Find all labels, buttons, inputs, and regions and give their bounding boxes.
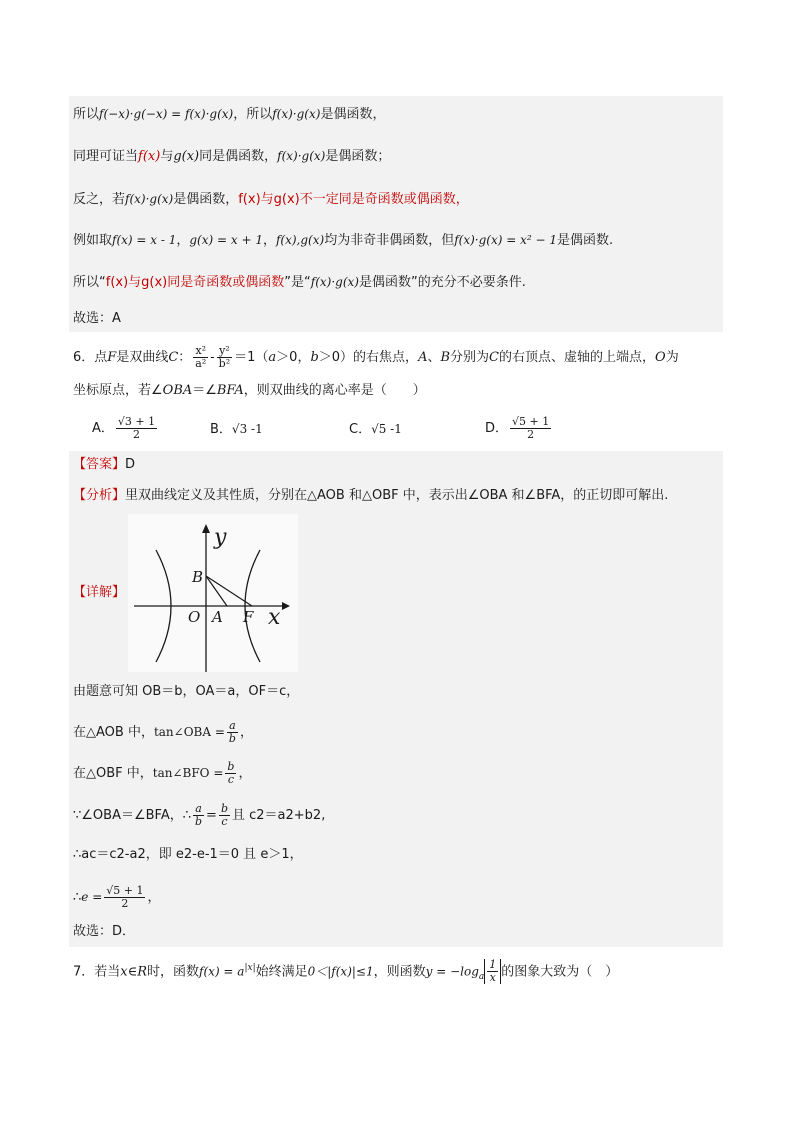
- y-axis-arrow: [202, 524, 210, 533]
- analysis-line: 【分析】里双曲线定义及其性质，分别在△AOB 和△OBF 中，表示出∠OBA 和∠BFA，的正切即可解出.: [73, 488, 669, 503]
- answer-line: 【答案】D: [73, 457, 136, 472]
- option-d[interactable]: D． $\frac{√5 + 1}{2}$: [485, 415, 550, 441]
- label-o: O: [188, 608, 201, 626]
- label-y: y: [214, 525, 227, 550]
- segment-ba: [206, 576, 227, 606]
- solution-line-1: 所以f(−x)·g(−x) = f(x)·g(x)，所以f(x)·g(x)是偶函数，: [73, 107, 386, 122]
- detail-line-5: ∴ac＝c2-a2，即 e2-e-1＝0 且 e＞1，: [73, 847, 303, 862]
- detail-line-3: 在△OBF 中，tan∠BFO = $\frac{b}{c}$ ，: [73, 760, 252, 786]
- detail-line-4: ∵∠OBA＝∠BFA，∴ $\frac{a}{b}$ = $\frac{b}{c}$ 且 c2＝a2+b2,: [73, 802, 326, 828]
- detail-line-6: ∴e = $\frac{√5 + 1}{2}$ ，: [73, 884, 161, 910]
- label-f: F: [243, 608, 254, 626]
- label-x: x: [268, 605, 281, 630]
- hyperbola-figure: [128, 514, 298, 672]
- solution-line-3: 反之，若f(x)·g(x)是偶函数，f(x)与g(x)不一定同是奇函数或偶函数，: [73, 192, 469, 207]
- detail-tag: 【详解】: [73, 585, 126, 600]
- option-b[interactable]: B．√3 -1: [210, 422, 263, 437]
- solution-line-4: 例如取f(x) = x - 1，g(x) = x + 1，f(x),g(x)均为非奇非偶函数，但f(x)·g(x) = x² − 1是偶函数.: [73, 233, 614, 248]
- segment-bf: [206, 576, 252, 606]
- hyperbola-diagram: [128, 514, 298, 672]
- question-6-stem-line2: 坐标原点，若∠OBA＝∠BFA，则双曲线的离心率是（ ）: [73, 383, 426, 398]
- question-7-stem: 7．若当x∈R时，函数$f(x) = a^{|x|}$始终满足0＜|f(x)|≤1，则函数$y = -\log_a$ $\frac{1}{x}$ 的图象大致为（ ）: [73, 958, 619, 985]
- solution-choice: 故选：A: [73, 311, 121, 326]
- label-b: B: [192, 568, 204, 586]
- option-c[interactable]: C．√5 -1: [349, 422, 402, 437]
- solution-line-5: 所以“f(x)与g(x)同是奇函数或偶函数”是“f(x)·g(x)是偶函数”的充分不必要条件.: [73, 275, 526, 290]
- detail-line-2: 在△AOB 中，tan∠OBA = $\frac{a}{b}$ ，: [73, 719, 253, 745]
- solution-line-2: 同理可证当f(x)与g(x)同是偶函数，f(x)·g(x)是偶函数；: [73, 149, 391, 164]
- label-a: A: [212, 608, 223, 626]
- solution-band-1: [69, 96, 723, 332]
- question-6-stem-line1: 6．点F是双曲线C： $\frac{\text{x²}}{\text{a²}}$ - $\frac{\text{y²}}{\text{b²}}$ ＝1（a＞0，b＞0）的右焦点，A、B分别为C的右顶点、虚轴的上端点，O为: [73, 344, 679, 370]
- option-a[interactable]: A． $\frac{√3 + 1}{2}$: [92, 415, 156, 441]
- detail-line-1: 由题意可知 OB＝b，OA＝a，OF＝c，: [73, 684, 300, 699]
- x-axis-arrow: [282, 602, 290, 610]
- detail-line-7: 故选：D．: [73, 924, 136, 939]
